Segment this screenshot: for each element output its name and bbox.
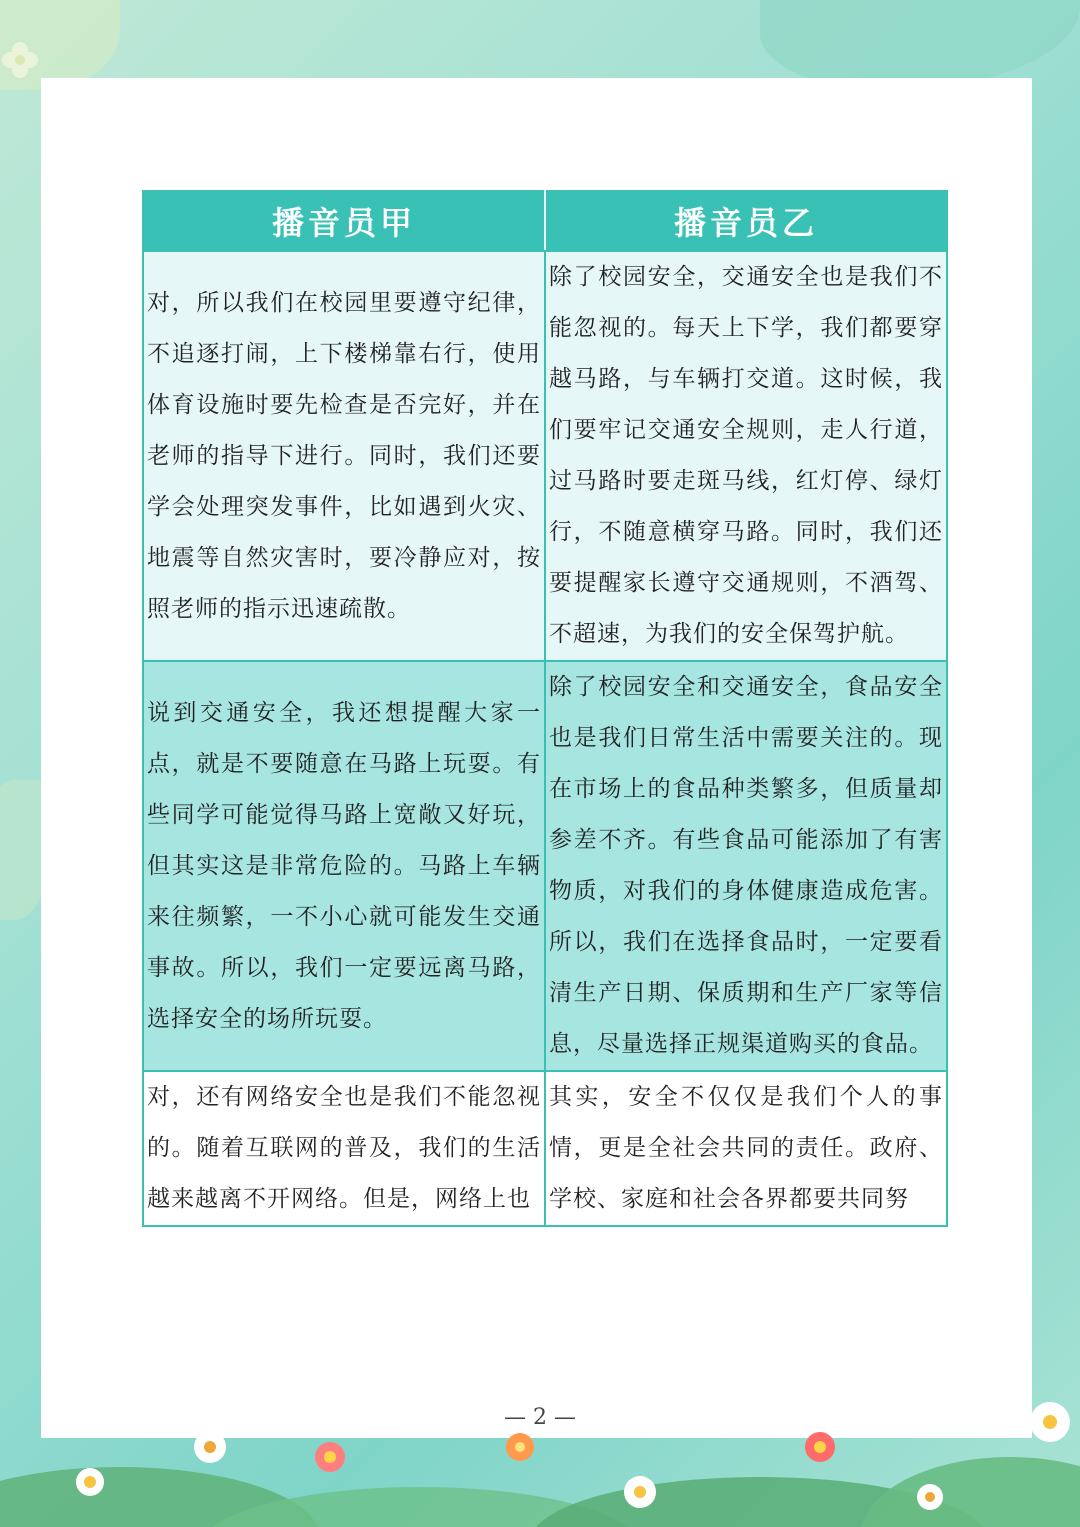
table-row xyxy=(143,251,947,661)
broadcast-script-table xyxy=(142,190,948,1227)
flower-icon xyxy=(1030,1402,1070,1442)
table-header-row xyxy=(143,191,947,251)
announcer-a-text: 对，还有网络安全也是我们不能忽视的。随着互联网的普及，我们的生活越来越离不开网络。但是，网络上也 xyxy=(143,1071,545,1226)
flower-icon xyxy=(805,1432,835,1462)
announcer-b-text: 除了校园安全，交通安全也是我们不能忽视的。每天上下学，我们都要穿越马路，与车辆打交道。这时候，我们要牢记交通安全规则，走人行道，过马路时要走斑马线，红灯停、绿灯行，不随意横穿马路。同时，我们还要提醒家长遵守交通规则，不酒驾、不超速，为我们的安全保驾护航。 xyxy=(545,251,947,661)
column-header-announcer-a: 播音员甲 xyxy=(143,191,545,251)
flower-icon xyxy=(506,1433,534,1461)
flower-icon xyxy=(76,1468,104,1496)
flower-icon xyxy=(194,1431,226,1463)
flower-icon xyxy=(624,1476,656,1508)
flower-icon xyxy=(917,1484,943,1510)
announcer-b-text: 除了校园安全和交通安全，食品安全也是我们日常生活中需要关注的。现在市场上的食品种类繁多，但质量却参差不齐。有些食品可能添加了有害物质，对我们的身体健康造成危害。所以，我们在选择食品时，一定要看清生产日期、保质期和生产厂家等信息，尽量选择正规渠道购买的食品。 xyxy=(545,661,947,1071)
announcer-a-text: 说到交通安全，我还想提醒大家一点，就是不要随意在马路上玩耍。有些同学可能觉得马路上宽敞又好玩，但其实这是非常危险的。马路上车辆来往频繁，一不小心就可能发生交通事故。所以，我们一定要远离马路，选择安全的场所玩耍。 xyxy=(143,661,545,1071)
column-header-announcer-b: 播音员乙 xyxy=(545,191,947,251)
flower-icon xyxy=(0,40,40,80)
flower-icon xyxy=(315,1442,345,1472)
announcer-b-text: 其实，安全不仅仅是我们个人的事情，更是全社会共同的责任。政府、学校、家庭和社会各界都要共同努 xyxy=(545,1071,947,1226)
page-number: — 2 — xyxy=(504,1405,576,1430)
table-row xyxy=(143,1071,947,1226)
background-leaf xyxy=(760,0,1080,90)
announcer-a-text: 对，所以我们在校园里要遵守纪律，不追逐打闹，上下楼梯靠右行，使用体育设施时要先检查是否完好，并在老师的指导下进行。同时，我们还要学会处理突发事件，比如遇到火灾、地震等自然灾害时，要冷静应对，按照老师的指示迅速疏散。 xyxy=(143,251,545,661)
table-row xyxy=(143,661,947,1071)
flower-border-decoration xyxy=(0,1387,1080,1527)
